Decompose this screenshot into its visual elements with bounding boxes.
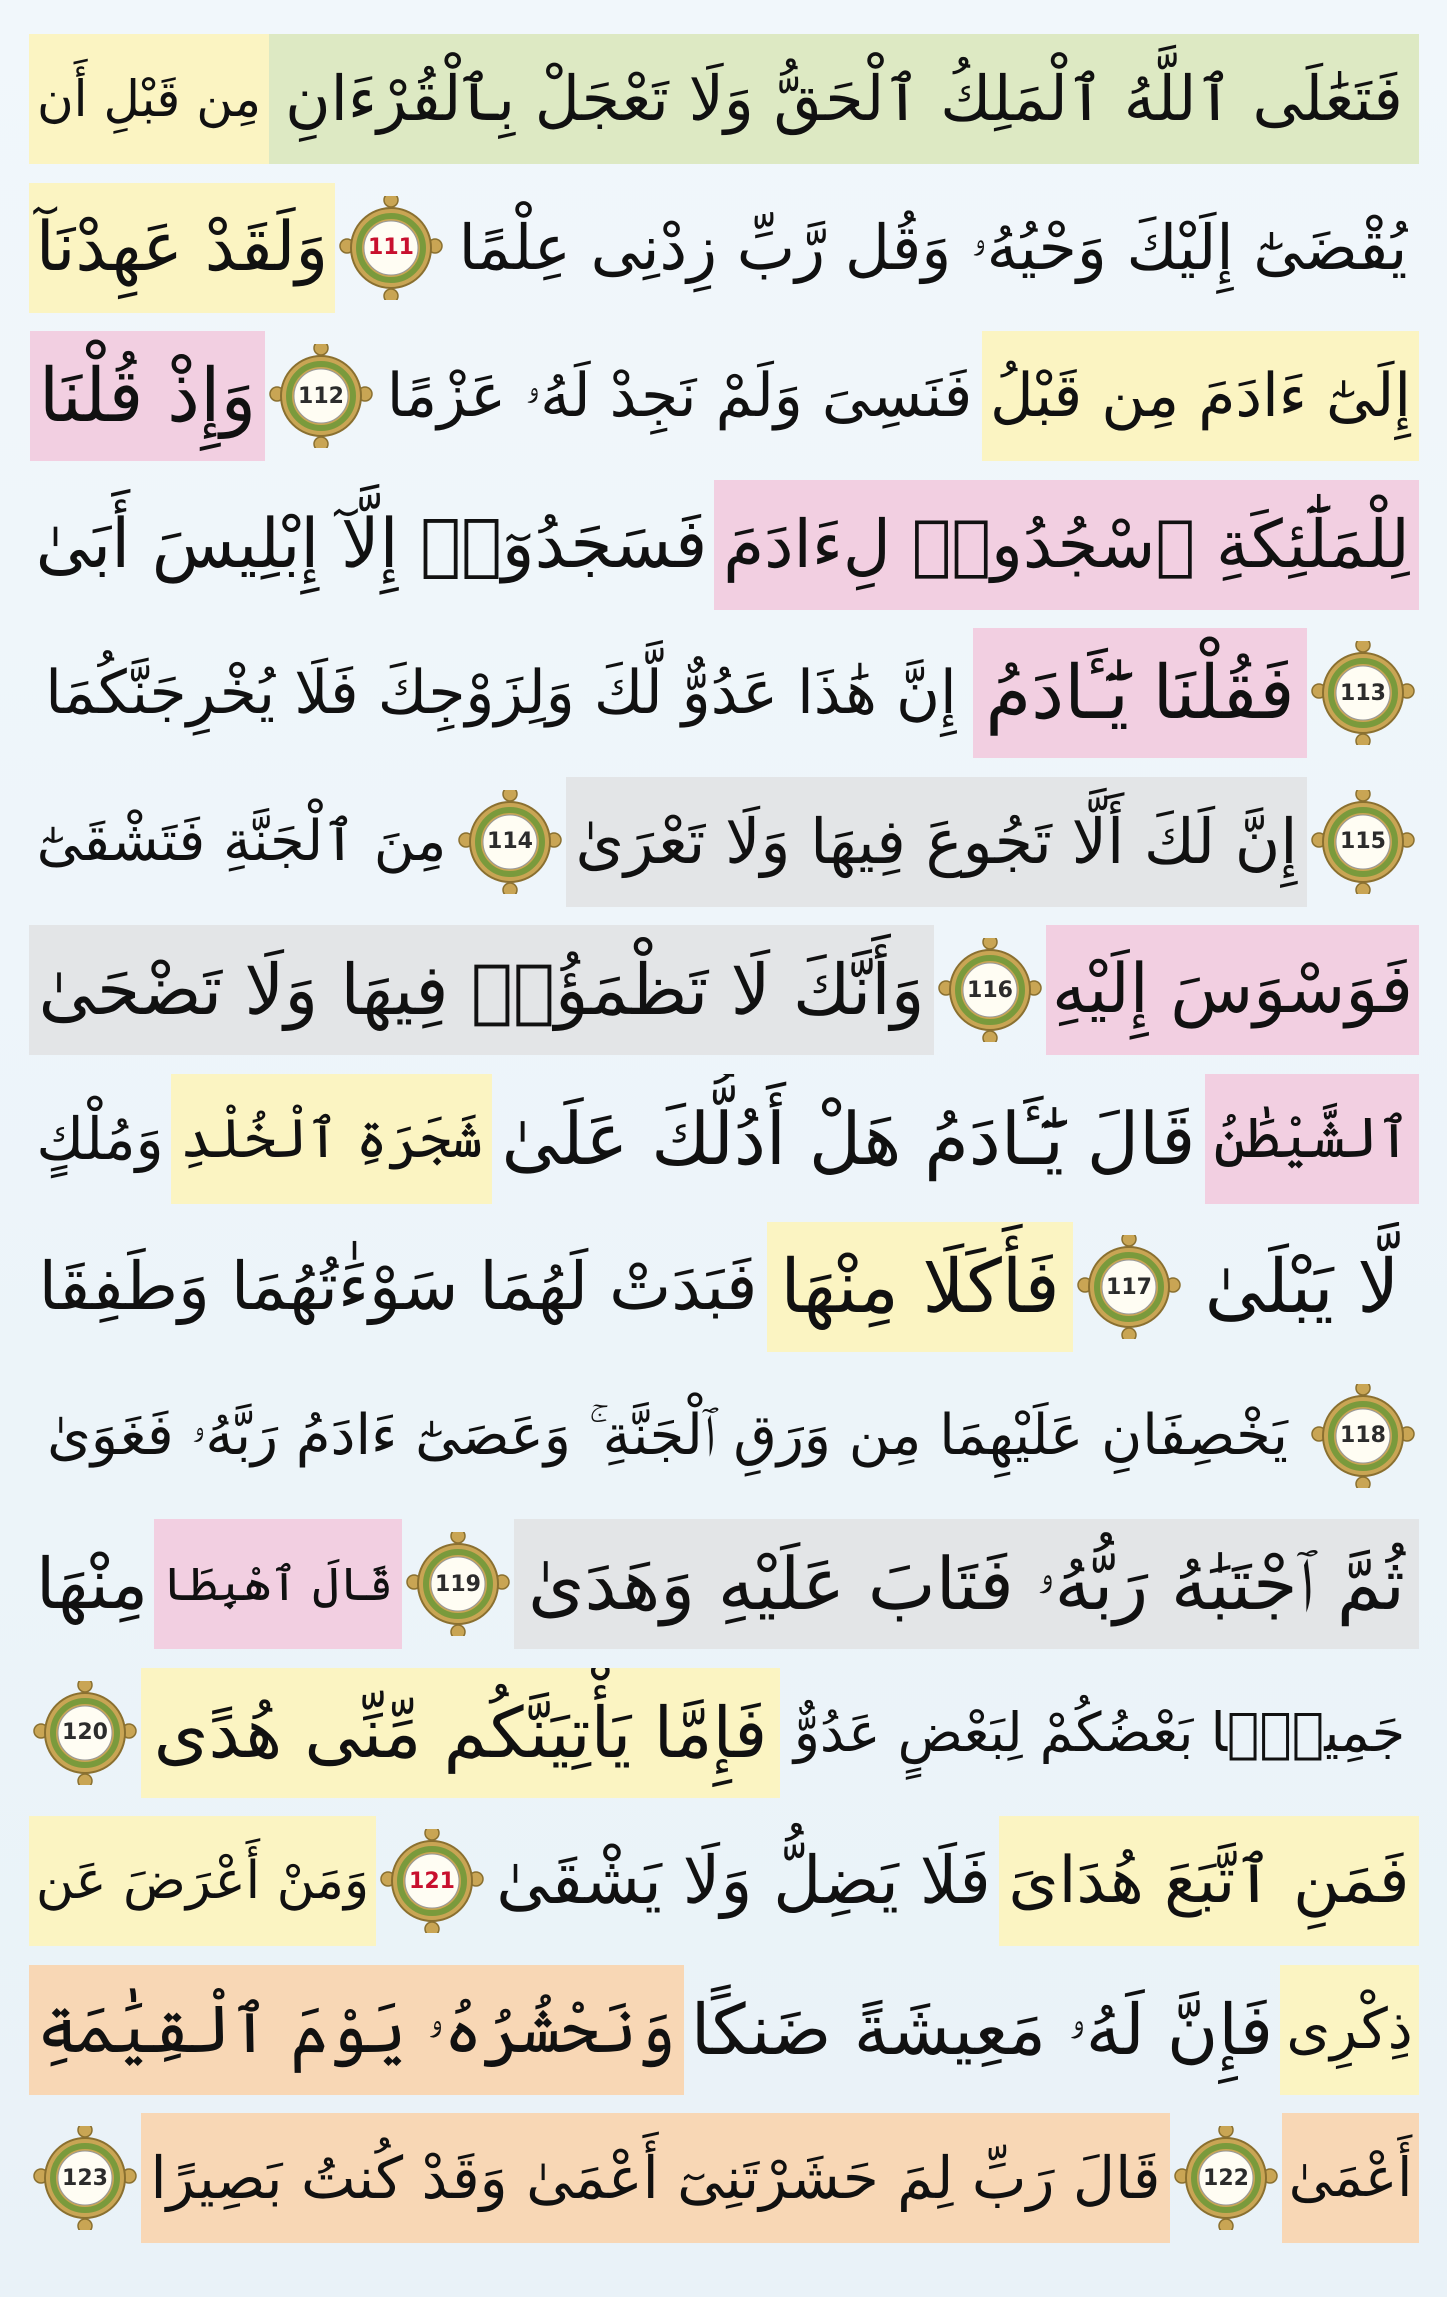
ayah-number-marker — [458, 790, 562, 894]
verse-text-segment: إِلَىٰٓ ءَادَمَ مِن قَبْلُ — [982, 331, 1419, 461]
ayah-number-marker — [938, 938, 1042, 1042]
ayah-number: 117 — [1106, 1274, 1152, 1300]
verse-text-segment: قَالَ رَبِّ لِمَ حَشَرْتَنِىٓ أَعْمَىٰ وَقَدْ كُنتُ بَصِيرًا — [141, 2113, 1170, 2243]
verse-text-segment: أَعْمَىٰ — [1282, 2113, 1419, 2243]
verse-line — [28, 1668, 1419, 1798]
verse-line — [28, 1965, 1419, 2095]
verse-line — [28, 1519, 1419, 1649]
verse-text-segment: يَخْصِفَانِ عَلَيْهِمَا مِن وَرَقِ ٱلْجَنَّةِ ۚ وَعَصَىٰٓ ءَادَمُ رَبَّهُۥ فَغَوَىٰ — [47, 1402, 1288, 1468]
verse-text-segment: فَلَا يَضِلُّ وَلَا يَشْقَىٰ — [496, 1842, 991, 1919]
verse-text-segment: فَإِنَّ لَهُۥ مَعِيشَةً ضَنكًا — [690, 1988, 1274, 2071]
verse-text-segment: فَوَسْوَسَ إِلَيْهِ — [1046, 925, 1419, 1055]
ayah-number: 120 — [62, 1720, 108, 1745]
ayah-number: 119 — [435, 1571, 481, 1597]
ayah-number: 113 — [1340, 680, 1386, 706]
verse-text-segment: لِلْمَلَٰٓئِكَةِ ٱسْجُدُوا۟ لِءَادَمَ — [714, 480, 1419, 610]
verse-text-segment: فَبَدَتْ لَهُمَا سَوْءَٰتُهُمَا وَطَفِقَا — [38, 1248, 758, 1325]
verse-text-segment: وَأَنَّكَ لَا تَظْمَؤُا۟ فِيهَا وَلَا تَضْحَىٰ — [29, 925, 934, 1055]
ayah-number: 111 — [368, 235, 414, 260]
verse-text-segment: فَمَنِ ٱتَّبَعَ هُدَاىَ — [999, 1816, 1419, 1946]
verse-text-segment: وَلَقَدْ عَهِدْنَآ — [29, 183, 335, 313]
verse-text-segment: مِنْهَا — [35, 1543, 149, 1625]
verse-text-segment: قَالَ يَٰٓـَٔادَمُ هَلْ أَدُلُّكَ عَلَىٰ — [501, 1096, 1196, 1181]
verse-text-segment: إِنَّ لَكَ أَلَّا تَجُوعَ فِيهَا وَلَا تَعْرَىٰ — [566, 777, 1307, 907]
ayah-number: 112 — [298, 383, 344, 409]
ayah-number: 115 — [1340, 829, 1386, 854]
verse-text-segment: قَالَ ٱهْبِطَا — [154, 1519, 402, 1649]
verse-text-segment: لَّا يَبْلَىٰ — [1204, 1244, 1400, 1330]
verse-line — [28, 777, 1419, 907]
ayah-number-marker — [406, 1532, 510, 1636]
ayah-number-marker — [1311, 641, 1415, 745]
ayah-number-marker — [269, 344, 373, 448]
ayah-number-marker — [33, 1681, 137, 1785]
ayah-number: 121 — [409, 1868, 455, 1894]
ayah-number: 118 — [1340, 1423, 1386, 1448]
verse-text-segment: وَمُلْكٍ — [36, 1104, 164, 1173]
verse-text-segment: وَمَنْ أَعْرَضَ عَن — [29, 1816, 376, 1946]
verse-text-segment: ثُمَّ ٱجْتَبَٰهُ رَبُّهُۥ فَتَابَ عَلَيْهِ وَهَدَىٰ — [514, 1519, 1419, 1649]
verse-text-segment: ذِكْرِى — [1280, 1965, 1419, 2095]
verse-text-segment: جَمِيعًۢا بَعْضُكُمْ لِبَعْضٍ عَدُوٌّ — [793, 1700, 1406, 1764]
verse-text-segment: مِن قَبْلِ أَن — [29, 34, 269, 164]
verse-text-segment: فَتَعَٰلَى ٱللَّهُ ٱلْمَلِكُ ٱلْحَقُّ وَلَا تَعْجَلْ بِٱلْقُرْءَانِ — [269, 34, 1419, 164]
verse-line — [28, 480, 1419, 610]
verse-text-segment: ٱلشَّيْطَٰنُ — [1205, 1074, 1419, 1204]
verse-line — [28, 1371, 1419, 1501]
ayah-number: 114 — [487, 829, 533, 854]
verse-text-segment: وَإِذْ قُلْنَا — [30, 331, 265, 461]
ayah-number-marker — [339, 196, 443, 300]
verse-text-segment: فَنَسِىَ وَلَمْ نَجِدْ لَهُۥ عَزْمًا — [386, 361, 973, 431]
ayah-number: 122 — [1203, 2165, 1249, 2191]
ayah-number-marker — [380, 1829, 484, 1933]
verse-line — [28, 331, 1419, 461]
ayah-number-marker — [1077, 1235, 1181, 1339]
verse-line — [28, 34, 1419, 164]
verse-line — [28, 2113, 1419, 2243]
verse-line — [28, 1816, 1419, 1946]
ayah-number-marker — [33, 2126, 137, 2230]
verse-text-segment: فَأَكَلَا مِنْهَا — [767, 1222, 1073, 1352]
verse-line — [28, 1074, 1419, 1204]
verse-text-segment: فَسَجَدُوٓا۟ إِلَّآ إِبْلِيسَ أَبَىٰ — [35, 504, 708, 584]
verse-text-segment: يُقْضَىٰٓ إِلَيْكَ وَحْيُهُۥ وَقُل رَّبِّ زِدْنِى عِلْمًا — [458, 210, 1408, 284]
verse-text-segment: شَجَرَةِ ٱلْخُلْدِ — [171, 1074, 492, 1204]
ayah-number: 123 — [62, 2165, 108, 2191]
ayah-number-marker — [1311, 790, 1415, 894]
ayah-number-marker — [1174, 2126, 1278, 2230]
verse-text-segment: فَقُلْنَا يَٰٓـَٔادَمُ — [973, 628, 1307, 758]
ayah-number-marker — [1311, 1384, 1415, 1488]
verse-line — [28, 1222, 1419, 1352]
verse-line — [28, 183, 1419, 313]
verse-text-segment: فَإِمَّا يَأْتِيَنَّكُم مِّنِّى هُدًى — [141, 1668, 780, 1798]
verse-text-segment: وَنَحْشُرُهُۥ يَوْمَ ٱلْقِيَٰمَةِ — [29, 1965, 684, 2095]
verse-line — [28, 925, 1419, 1055]
verse-text-segment: إِنَّ هَٰذَا عَدُوٌّ لَّكَ وَلِزَوْجِكَ فَلَا يُخْرِجَنَّكُمَا — [45, 658, 957, 728]
verse-line — [28, 628, 1419, 758]
ayah-number: 116 — [967, 977, 1013, 1003]
verse-text-segment: مِنَ ٱلْجَنَّةِ فَتَشْقَىٰٓ — [36, 808, 447, 874]
